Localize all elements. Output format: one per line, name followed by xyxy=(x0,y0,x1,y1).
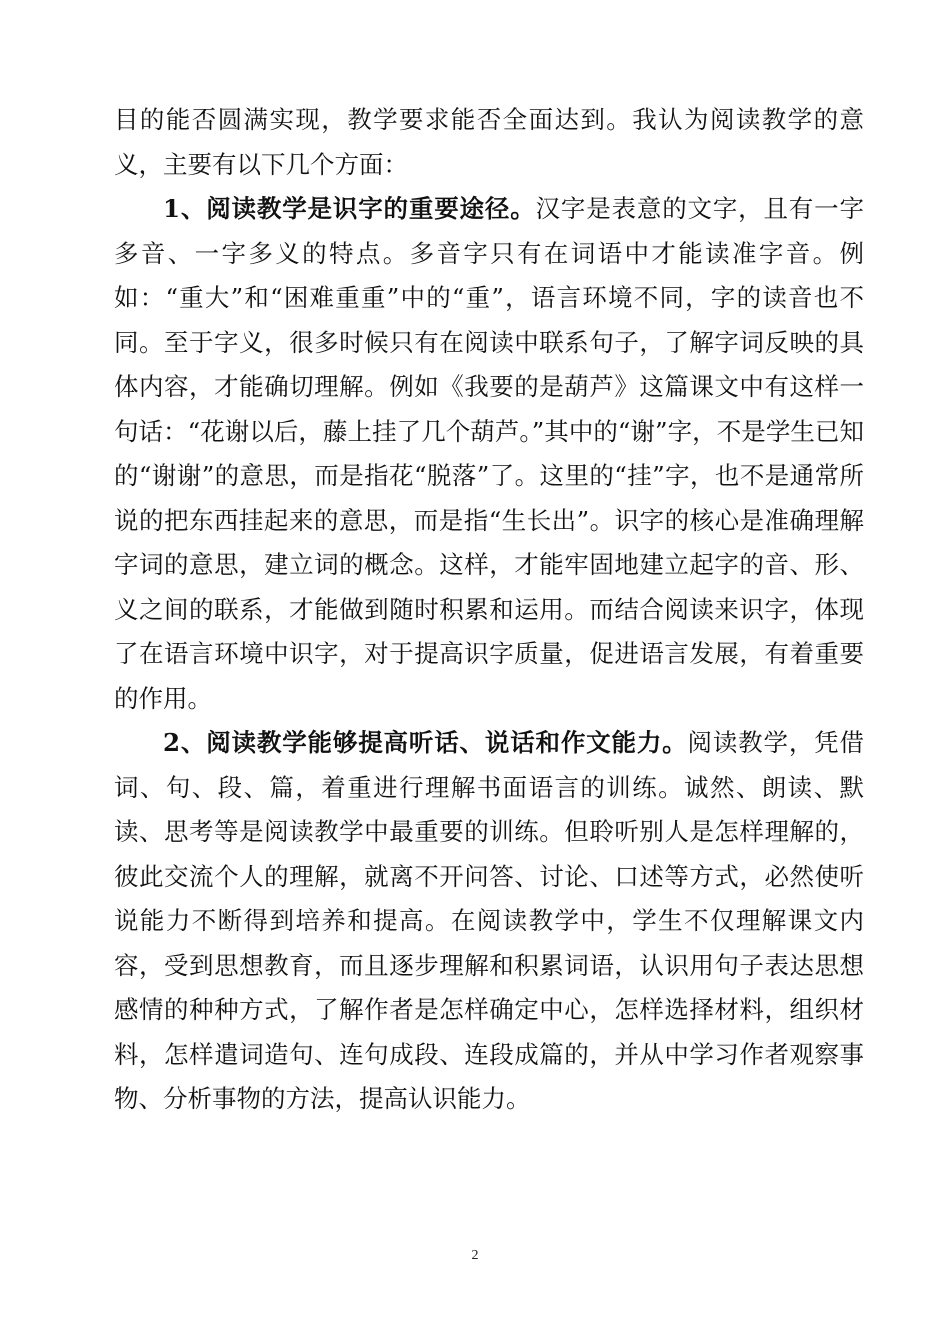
paragraph-lead: 1、阅读教学是识字的重要途径。 xyxy=(163,194,536,223)
paragraph-point-1 xyxy=(114,187,864,721)
paragraph-lead: 2、阅读教学能够提高听话、说话和作文能力。 xyxy=(163,728,688,757)
paragraph-intro xyxy=(114,98,864,187)
document-body xyxy=(114,98,864,1122)
paragraph-point-2 xyxy=(114,721,864,1122)
paragraph-text: 阅读教学，凭借词、句、段、篇，着重进行理解书面语言的训练。诚然、朗读、默读、思考等是阅读教学中最重要的训练。但聆听别人是怎样理解的，彼此交流个人的理解，就离不开问答、讨论、口述等方式，必然使听说能力不断得到培养和提高。在阅读教学中，学生不仅理解课文内容，受到思想教育，而且逐步理解和积累词语，认识用句子表达思想感情的种种方式，了解作者是怎样确定中心，怎样选择材料，组织材料，怎样遣词造句、连句成段、连段成篇的，并从中学习作者观察事物、分析事物的方法，提高认识能力。 xyxy=(114,728,865,1113)
paragraph-text: 汉字是表意的文字，且有一字多音、一字多义的特点。多音字只有在词语中才能读准字音。例如：“重大”和“困难重重”中的“重”，语言环境不同，字的读音也不同。至于字义，很多时候只有在阅读中联系句子，了解字词反映的具体内容，才能确切理解。例如《我要的是葫芦》这篇课文中有这样一句话：“花谢以后，藤上挂了几个葫芦。”其中的“谢”字，不是学生已知的“谢谢”的意思，而是指花“脱落”了。这里的“挂”字，也不是通常所说的把东西挂起来的意思，而是指“生长出”。识字的核心是准确理解字词的意思，建立词的概念。这样，才能牢固地建立起字的音、形、义之间的联系，才能做到随时积累和运用。而结合阅读来识字，体现了在语言环境中识字，对于提高识字质量，促进语言发展，有着重要的作用。 xyxy=(114,194,865,713)
page-number: 2 xyxy=(471,1248,479,1263)
paragraph-text: 目的能否圆满实现，教学要求能否全面达到。我认为阅读教学的意义，主要有以下几个方面： xyxy=(114,105,864,179)
